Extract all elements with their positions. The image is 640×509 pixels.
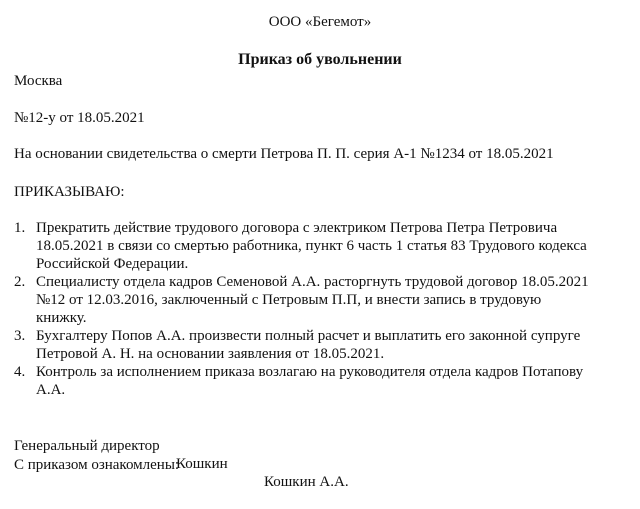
- item-line: №12 от 12.03.2016, заключенный с Петровым П.П, и внести запись в трудовую: [36, 292, 542, 308]
- item-line: Петровой А. Н. на основании заявления от 18.05.2021.: [36, 346, 385, 362]
- item-line: книжку.: [36, 310, 87, 326]
- item-line: 18.05.2021 в связи со смертью работника, пункт 6 часть 1 статья 83 Трудового кодекса: [36, 238, 587, 254]
- city-line: Москва: [14, 73, 63, 89]
- order-number: №12-у от 18.05.2021: [14, 110, 145, 126]
- item-line: Российской Федерации.: [36, 256, 189, 272]
- item-line: Бухгалтеру Попов А.А. произвести полный расчет и выплатить его законной супруге: [36, 328, 581, 344]
- item-line: А.А.: [36, 382, 66, 398]
- order-heading: ПРИКАЗЫВАЮ:: [14, 184, 125, 200]
- document-title: Приказ об увольнении: [238, 51, 402, 68]
- item-number: 2.: [14, 274, 26, 290]
- signatory-position: Генеральный директор: [14, 438, 160, 454]
- item-number: 3.: [14, 328, 26, 344]
- signatory-name: Кошкин А.А.: [264, 474, 349, 490]
- order-basis: На основании свидетельства о смерти Петрова П. П. серия А-1 №1234 от 18.05.2021: [14, 146, 554, 162]
- item-line: Прекратить действие трудового договора с электриком Петрова Петра Петровича: [36, 220, 558, 236]
- order-item: [14, 219, 632, 273]
- item-number: 4.: [14, 364, 26, 380]
- order-item: [14, 363, 632, 399]
- order-item: [14, 327, 632, 363]
- signatory-sign: Кошкин: [176, 456, 228, 472]
- item-number: 1.: [14, 220, 26, 236]
- order-item: [14, 273, 632, 327]
- acquainted-line: С приказом ознакомлены:: [14, 457, 180, 473]
- order-items-list: [14, 219, 632, 399]
- item-line: Специалисту отдела кадров Семеновой А.А. расторгнуть трудовой договор 18.05.2021: [36, 274, 589, 290]
- organization-name: ООО «Бегемот»: [268, 14, 372, 30]
- item-line: Контроль за исполнением приказа возлагаю на руководителя отдела кадров Потапову: [36, 364, 584, 380]
